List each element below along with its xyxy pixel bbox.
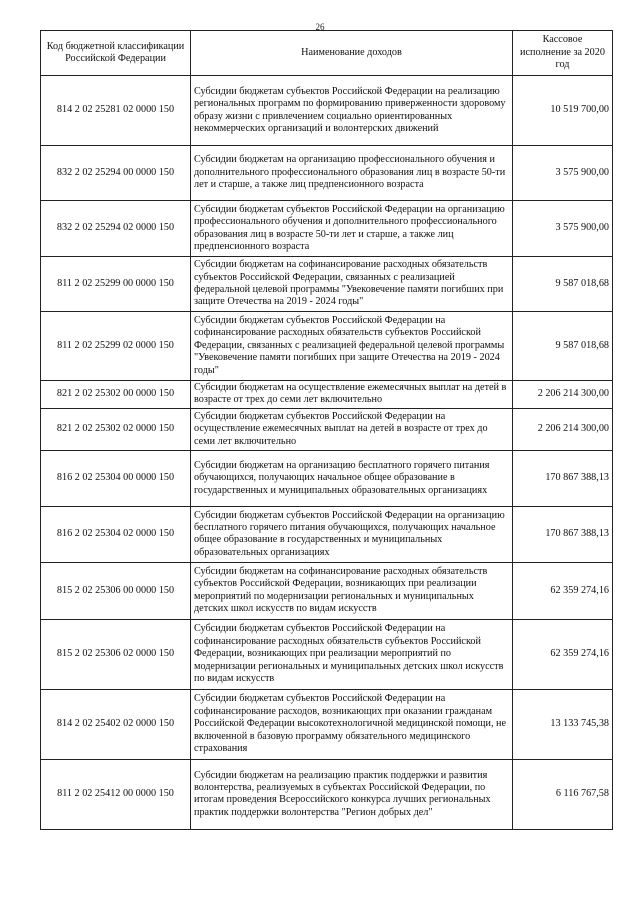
row-code: 814 2 02 25402 02 0000 150 <box>41 689 191 759</box>
table-row <box>41 408 613 450</box>
row-name: Субсидии бюджетам на софинансирование расходных обязательств субъектов Российской Федерации, возникающих при реализации мероприятий по модернизации региональных и муниципальных детских школ искусств по видам искусств <box>191 562 513 619</box>
row-amount: 6 116 767,58 <box>513 759 613 829</box>
revenue-table <box>40 30 613 830</box>
row-code: 814 2 02 25281 02 0000 150 <box>41 76 191 146</box>
row-code: 821 2 02 25302 02 0000 150 <box>41 408 191 450</box>
row-code: 816 2 02 25304 00 0000 150 <box>41 450 191 506</box>
row-name: Субсидии бюджетам субъектов Российской Федерации на осуществление ежемесячных выплат на детей в возрасте от трех до семи лет включительно <box>191 408 513 450</box>
row-name: Субсидии бюджетам субъектов Российской Федерации на софинансирование расходных обязательств субъектов Российской Федерации, связанных с реализацией федеральной целевой программы "Увековечение памяти погибших при защите Отечества на 2019 - 2024 годы" <box>191 312 513 381</box>
row-amount: 10 519 700,00 <box>513 76 613 146</box>
table-row <box>41 146 613 201</box>
row-name: Субсидии бюджетам субъектов Российской Федерации на софинансирование расходов, возникающих при оказании гражданам Российской Федерации высокотехнологичной медицинской помощи, не включенной в базовую программу обязательного медицинского страхования <box>191 689 513 759</box>
row-name: Субсидии бюджетам на организацию профессионального обучения и дополнительного профессионального образования лиц в возрасте 50-ти лет и старше, а также лиц предпенсионного возраста <box>191 146 513 201</box>
row-name: Субсидии бюджетам субъектов Российской Федерации на организацию бесплатного горячего питания обучающихся, получающих начальное общее образование в государственных и муниципальных образовательных организациях <box>191 506 513 562</box>
row-amount: 9 587 018,68 <box>513 257 613 312</box>
table-row <box>41 689 613 759</box>
table-row <box>41 201 613 257</box>
table-row <box>41 506 613 562</box>
table-row <box>41 381 613 409</box>
row-amount: 170 867 388,13 <box>513 450 613 506</box>
table-header-row <box>41 31 613 76</box>
row-name: Субсидии бюджетам на осуществление ежемесячных выплат на детей в возрасте от трех до семи лет включительно <box>191 381 513 409</box>
row-name: Субсидии бюджетам субъектов Российской Федерации на софинансирование расходных обязательств субъектов Российской Федерации, возникающих при реализации мероприятий по модернизации региональных и муниципальных детских школ искусств по видам искусств <box>191 619 513 689</box>
page-number: 26 <box>315 22 325 32</box>
header-name: Наименование доходов <box>191 31 513 76</box>
table-row <box>41 759 613 829</box>
row-amount: 13 133 745,38 <box>513 689 613 759</box>
row-amount: 62 359 274,16 <box>513 619 613 689</box>
row-code: 832 2 02 25294 00 0000 150 <box>41 146 191 201</box>
row-amount: 3 575 900,00 <box>513 201 613 257</box>
table-row <box>41 76 613 146</box>
row-name: Субсидии бюджетам на реализацию практик поддержки и развития волонтерства, реализуемых в субъектах Российской Федерации, по итогам проведения Всероссийского конкурса лучших региональных практик поддержки волонтерства "Регион добрых дел" <box>191 759 513 829</box>
row-amount: 2 206 214 300,00 <box>513 408 613 450</box>
table-row <box>41 619 613 689</box>
row-code: 815 2 02 25306 02 0000 150 <box>41 619 191 689</box>
row-amount: 2 206 214 300,00 <box>513 381 613 409</box>
table-row <box>41 562 613 619</box>
row-name: Субсидии бюджетам субъектов Российской Федерации на организацию профессионального обучения и дополнительного профессионального образования лиц в возрасте 50-ти лет и старше, а также лиц предпенсионного возраста <box>191 201 513 257</box>
table-row <box>41 450 613 506</box>
row-amount: 170 867 388,13 <box>513 506 613 562</box>
row-code: 811 2 02 25299 00 0000 150 <box>41 257 191 312</box>
row-code: 821 2 02 25302 00 0000 150 <box>41 381 191 409</box>
row-name: Субсидии бюджетам субъектов Российской Федерации на реализацию региональных программ по формированию приверженности здоровому образу жизни с привлечением социально ориентированных некоммерческих организаций и волонтерских движений <box>191 76 513 146</box>
header-code: Код бюджетной классификации Российской Федерации <box>41 31 191 76</box>
row-name: Субсидии бюджетам на организацию бесплатного горячего питания обучающихся, получающих начальное общее образование в государственных и муниципальных образовательных организациях <box>191 450 513 506</box>
row-amount: 62 359 274,16 <box>513 562 613 619</box>
row-code: 832 2 02 25294 02 0000 150 <box>41 201 191 257</box>
table-row <box>41 257 613 312</box>
row-code: 815 2 02 25306 00 0000 150 <box>41 562 191 619</box>
row-name: Субсидии бюджетам на софинансирование расходных обязательств субъектов Российской Федерации, связанных с реализацией федеральной целевой программы "Увековечение памяти погибших при защите Отечества на 2019 - 2024 годы" <box>191 257 513 312</box>
header-amount: Кассовое исполнение за 2020 год <box>513 31 613 76</box>
row-code: 811 2 02 25299 02 0000 150 <box>41 312 191 381</box>
row-amount: 9 587 018,68 <box>513 312 613 381</box>
row-amount: 3 575 900,00 <box>513 146 613 201</box>
row-code: 811 2 02 25412 00 0000 150 <box>41 759 191 829</box>
table-row <box>41 312 613 381</box>
row-code: 816 2 02 25304 02 0000 150 <box>41 506 191 562</box>
